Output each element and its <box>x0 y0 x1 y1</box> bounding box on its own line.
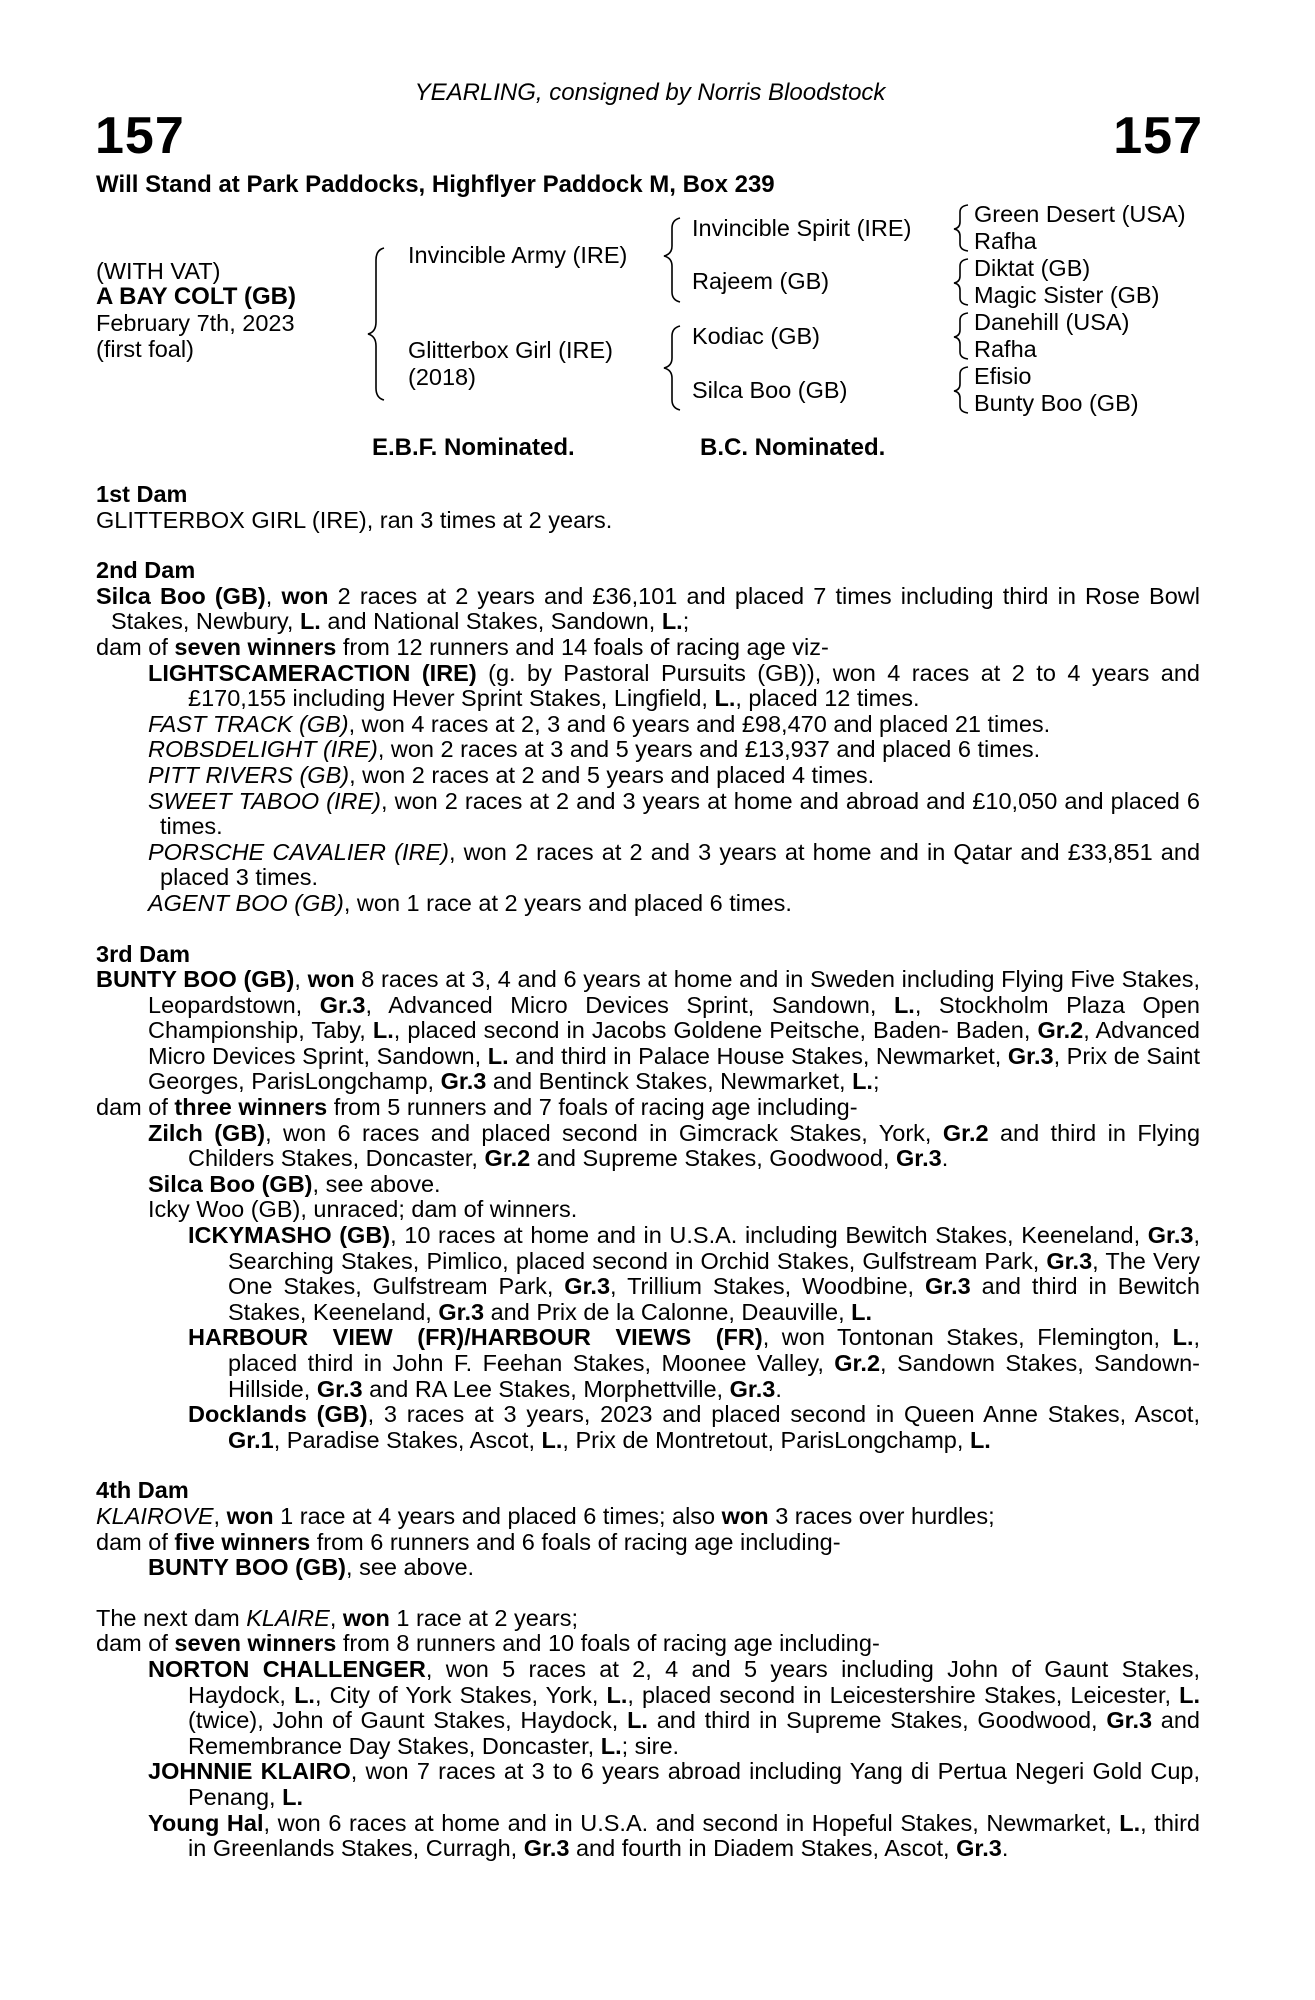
bracket-g3 <box>954 313 968 359</box>
record-text: and RA Lee Stakes, Morphettville, <box>362 1375 730 1402</box>
sire-sire: Invincible Spirit (IRE) <box>692 215 912 241</box>
bracket-sire <box>664 218 680 302</box>
next-dam-record <box>96 1606 1200 1632</box>
first-dam-heading: 1st Dam <box>96 481 188 507</box>
record-text: , won 5 races at 2, 4 and 5 years including John of Gaunt <box>425 1655 1109 1682</box>
record-text: 8 races at 3, 4 and 6 years at home and in Sweden including Flying <box>354 966 1064 993</box>
listed-label: L. <box>969 1426 991 1453</box>
listed-label: L. <box>1172 1324 1194 1351</box>
group-label: Gr.2 <box>484 1145 531 1172</box>
grand-7: Efisio <box>974 363 1032 389</box>
group-label: Gr.3 <box>1007 1042 1054 1069</box>
record-text: , won 2 races at 2 and 3 years at home and in Qatar and <box>449 838 1060 865</box>
third-dam-name: BUNTY BOO (GB) <box>96 966 295 993</box>
record-text: , placed 12 times. <box>735 685 920 712</box>
bracket-g1 <box>954 205 968 251</box>
vat-note: (WITH VAT) <box>96 258 221 284</box>
record-text: , won 1 race at 2 years and placed 6 times. <box>343 889 792 916</box>
foaled-date: February 7th, 2023 <box>96 310 295 336</box>
record-text: and third in Supreme <box>647 1707 882 1734</box>
progeny-name: ICKYMASHO (GB) <box>188 1222 391 1249</box>
record-text: and third in <box>988 1119 1126 1146</box>
progeny-name: HARBOUR VIEW (FR)/HARBOUR VIEWS (FR) <box>188 1324 763 1351</box>
record-text: placed 6 times. <box>160 787 1200 840</box>
won-label: won <box>307 966 355 993</box>
bracket-main <box>368 248 384 400</box>
record-text: , 3 races at 3 years, 2023 and placed second in Queen Anne Stakes, <box>367 1401 1127 1428</box>
record-text: dam of <box>96 1528 175 1555</box>
listed-label: L. <box>606 1681 628 1708</box>
record-text: Stakes, Newmarket, <box>635 1068 853 1095</box>
listed-label: L. <box>893 991 915 1018</box>
listed-label: L. <box>851 1298 873 1325</box>
listed-label: L. <box>852 1068 873 1095</box>
record-text: 1 race at 2 years; <box>389 1604 578 1631</box>
record-text: , placed third in John F. Feehan Stakes, Moonee Valley, <box>228 1324 1201 1376</box>
record-text: , won 2 races at 2 and 3 years at home and abroad and £10,050 and <box>381 787 1104 814</box>
progeny-name: JOHNNIE KLAIRO <box>148 1758 351 1785</box>
grand-8: Bunty Boo (GB) <box>974 390 1139 416</box>
record-text: , won 2 races at 3 and 5 years and £13,937 and placed 6 times. <box>377 736 1041 763</box>
second-dam-produce-summary <box>96 635 1200 661</box>
progeny-entry <box>148 712 1200 738</box>
fourth-dam-produce-summary <box>96 1530 1200 1556</box>
group-label: Gr.3 <box>729 1375 776 1402</box>
listed-label: L. <box>294 1681 315 1708</box>
record-text: , <box>213 1502 227 1529</box>
record-text: Keeneland, <box>1021 1222 1148 1249</box>
record-text: Sandown Stakes, Sandown-Hillside, <box>228 1350 1200 1402</box>
record-text: (twice), John of Gaunt Stakes, Haydock, <box>188 1707 628 1734</box>
group-label: Gr.3 <box>896 1145 942 1172</box>
record-text: and Bentinck <box>486 1068 629 1095</box>
record-text: Flying Childers Stakes, Doncaster, <box>188 1119 1201 1172</box>
progeny-name: PORSCHE CAVALIER (IRE) <box>148 838 449 865</box>
progeny-entry: Icky Woo (GB), unraced; dam of winners. <box>148 1196 578 1223</box>
grand-4: Magic Sister (GB) <box>974 282 1160 308</box>
progeny-entry <box>148 789 1200 840</box>
record-text: , Prix de Montretout, ParisLongchamp, <box>562 1426 970 1453</box>
progeny-entry <box>148 1811 1200 1862</box>
progeny-entry <box>148 840 1200 891</box>
progeny-name: ROBSDELIGHT (IRE) <box>148 736 378 763</box>
group-label: Gr.2 <box>1037 1017 1084 1044</box>
record-text: , won 6 races and placed second in Gimcrack Stakes, York, <box>265 1119 943 1146</box>
record-text: Baden, <box>955 1017 1038 1044</box>
listed-label: L. <box>1119 1809 1141 1836</box>
record-text: , Advanced Micro Devices Sprint, Sandown, <box>365 991 894 1018</box>
listed-label: L. <box>299 608 321 635</box>
next-dam-name: KLAIRE <box>246 1604 330 1631</box>
bracket-g4 <box>954 367 968 413</box>
record-text: , see above. <box>312 1170 441 1197</box>
progeny-name: SWEET TABOO (IRE) <box>148 787 382 814</box>
second-dam-progeny <box>96 661 1200 917</box>
group-label: Gr.3 <box>319 991 366 1018</box>
record-text: , The Very One Stakes, Gulfstream Park, <box>228 1247 1201 1300</box>
stand-location: Will Stand at Park Paddocks, Highflyer Paddock M, Box 239 <box>96 171 775 198</box>
record-text: Stakes, Woodbine, <box>712 1273 926 1300</box>
progeny-name: FAST TRACK (GB) <box>148 710 349 737</box>
winners-count: seven winners <box>174 1630 337 1657</box>
record-text: and third in Palace House <box>508 1042 785 1069</box>
second-dam-record: Silca Boo (GB), won 2 races at 2 years and £36,101 and placed 7 times including third in Rose Bowl Stakes, Newbury, L. and National Stakes, Sandown, L.; <box>96 582 1200 635</box>
winners-count: five winners <box>174 1528 311 1555</box>
record-text: , Paradise Stakes, Ascot, <box>273 1426 542 1453</box>
record-text: , Stockholm <box>914 991 1049 1018</box>
group-label: Gr.3 <box>438 1298 485 1325</box>
progeny-entry <box>148 1121 1200 1172</box>
record-text: Gulfstream Park, <box>862 1247 1047 1274</box>
group-label: Gr.3 <box>1106 1707 1153 1734</box>
listed-label: L. <box>282 1783 303 1810</box>
record-text: , placed second in Jacobs Goldene Peitsche, Baden- <box>393 1017 949 1044</box>
record-text: , won 6 races at home and in U.S.A. and second in Hopeful Stakes, Newmarket, <box>263 1809 1112 1836</box>
record-text: ; <box>682 608 690 635</box>
progeny-name: Silca Boo (GB) <box>148 1170 313 1197</box>
dam-sire: Kodiac (GB) <box>692 323 820 349</box>
group-label: Gr.3 <box>440 1068 487 1095</box>
bracket-dam <box>664 326 680 410</box>
record-text: ; sire. <box>621 1732 680 1759</box>
sire-name: Invincible Army (IRE) <box>408 242 628 268</box>
progeny-name: BUNTY BOO (GB) <box>148 1554 347 1581</box>
record-text: Ascot, <box>1134 1401 1200 1428</box>
progeny-name: Docklands (GB) <box>188 1401 368 1428</box>
third-dam-produce-summary <box>96 1095 1200 1121</box>
record-text: £33,851 and placed 3 times. <box>160 838 1201 891</box>
record-text: Stakes, Goodwood, <box>890 1707 1107 1734</box>
lot-number-right: 157 <box>1113 107 1203 165</box>
icky-woo-progeny <box>148 1223 1200 1453</box>
group-label: Gr.3 <box>1046 1247 1093 1274</box>
second-dam-heading: 2nd Dam <box>96 557 196 584</box>
progeny-entry <box>148 763 1200 789</box>
second-dam-name: Silca Boo (GB) <box>96 582 266 609</box>
progeny-name: NORTON CHALLENGER <box>148 1655 426 1682</box>
progeny-entry <box>148 1172 1200 1198</box>
grand-5: Danehill (USA) <box>974 309 1130 335</box>
record-text: 2 races at 2 years and £36,101 and placed 7 times including third in <box>328 582 1076 609</box>
record-text: , Advanced Micro Devices Sprint, Sandown, <box>148 1017 1201 1069</box>
group-label: Gr.2 <box>834 1350 881 1376</box>
listed-label: L. <box>714 685 736 712</box>
group-label: Gr.1 <box>228 1426 274 1453</box>
listed-label: L. <box>1179 1681 1200 1708</box>
record-text: dam of <box>96 1094 175 1121</box>
record-text: and £170,155 including Hever Sprint Stakes, Lingfield, <box>188 659 1200 712</box>
record-text: Stakes, Leicester, <box>983 1681 1180 1708</box>
third-dam-heading: 3rd Dam <box>96 940 191 967</box>
progeny-entry <box>148 891 1200 917</box>
record-text: Flemington, <box>1037 1324 1173 1351</box>
progeny-entry <box>188 1402 1200 1453</box>
next-dam-produce-summary <box>96 1631 1200 1657</box>
third-dam-record: BUNTY BOO (GB), won 8 races at 3, 4 and 6 years at home and in Sweden including Flying Five Stakes, Leopardstown, Gr.3, Advanced Micro Devices Sprint, Sandown, L., Stockholm Plaza Open Championship, Taby, L., placed second in Jacobs Goldene Peitsche, Baden- Baden, Gr.2, Advanced Micro Devices Sprint, Sandown, L. and third in Palace House Stakes, Newmarket, Gr.3, Prix de Saint Georges, ParisLongchamp, Gr.3 and Bentinck Stakes, Newmarket, L.; <box>96 966 1201 1095</box>
record-text: 1 race at 4 years and placed 6 times; also <box>273 1502 722 1529</box>
grand-3: Diktat (GB) <box>974 255 1091 281</box>
progeny-name: PITT RIVERS (GB) <box>148 761 350 788</box>
group-label: Gr.2 <box>942 1119 989 1146</box>
won-label: won <box>281 582 329 609</box>
grand-6: Rafha <box>974 336 1037 362</box>
record-text: , <box>329 1604 343 1631</box>
listed-label: L. <box>600 1732 622 1759</box>
record-text: and Prix de <box>484 1298 610 1325</box>
listed-label: L. <box>487 1042 509 1069</box>
record-text: Rose Bowl Stakes, Newbury, <box>111 582 1200 635</box>
record-text: from 5 runners and 7 foals of racing age including- <box>327 1094 858 1121</box>
progeny-entry <box>148 1657 1200 1759</box>
record-text: from 6 runners and 6 foals of racing age including- <box>310 1528 841 1555</box>
winners-count: seven winners <box>174 633 337 660</box>
group-label: Gr.3 <box>956 1835 1002 1862</box>
record-text: Gold Cup, Penang, <box>188 1758 1201 1810</box>
progeny-entry <box>188 1325 1200 1402</box>
record-text: dam of <box>96 633 175 660</box>
won-label: won <box>226 1502 274 1529</box>
record-text: , placed second in Leicestershire <box>627 1681 976 1708</box>
dam-name: Glitterbox Girl (IRE) <box>408 337 613 363</box>
record-text: , 10 races at home and in U.S.A. including Bewitch Stakes, <box>390 1222 1014 1249</box>
group-label: Gr.3 <box>564 1273 611 1300</box>
record-text: and Supreme Stakes, Goodwood, <box>530 1145 897 1172</box>
record-text: , <box>880 1350 887 1376</box>
record-text: , won Tontonan Stakes, <box>762 1324 1025 1351</box>
progeny-name: AGENT BOO (GB) <box>148 889 344 916</box>
record-text: . <box>941 1145 949 1172</box>
record-text: , Prix de Saint Georges, ParisLongchamp, <box>148 1042 1200 1095</box>
record-text: (g. by Pastoral Pursuits (GB)), won 4 races at 2 to 4 years <box>476 659 1150 686</box>
fourth-dam-name: KLAIROVE <box>96 1502 214 1529</box>
grand-2: Rafha <box>974 228 1037 254</box>
record-text: from 8 runners and 10 foals of racing age including- <box>336 1630 880 1657</box>
listed-label: L. <box>541 1426 563 1453</box>
record-text: , third in Greenlands Stakes, Curragh, <box>188 1809 1201 1862</box>
record-text: and third in Bewitch Stakes, Keeneland, <box>228 1273 1200 1325</box>
won-label: won <box>721 1502 769 1529</box>
sire-dam: Rajeem (GB) <box>692 268 830 294</box>
record-text: dam of <box>96 1630 175 1657</box>
record-text: , Trillium <box>610 1273 702 1300</box>
record-text: la Calonne, Deauville, <box>616 1298 852 1325</box>
grand-1: Green Desert (USA) <box>974 201 1186 227</box>
ebf-nominated: E.B.F. Nominated. <box>372 434 575 461</box>
listed-label: L. <box>627 1707 648 1734</box>
record-text: , City of York Stakes, York, <box>314 1681 607 1708</box>
winners-count: three winners <box>174 1094 328 1121</box>
record-text: , won 2 races at 2 and 5 years and placed 4 times. <box>349 761 875 788</box>
listed-label: L. <box>372 1017 394 1044</box>
record-text: . <box>1001 1835 1009 1862</box>
group-label: Gr.3 <box>1147 1222 1194 1249</box>
record-text: and fourth in Diadem Stakes, Ascot, <box>569 1835 957 1862</box>
record-text: 3 races over hurdles; <box>768 1502 995 1529</box>
record-text: Stakes, Newmarket, <box>790 1042 1008 1069</box>
record-text: ; <box>872 1068 880 1095</box>
progeny-entry <box>148 1759 1200 1810</box>
record-text: Plaza Open Championship, Taby, <box>148 991 1200 1044</box>
record-text: . <box>775 1375 782 1402</box>
record-text: , won 7 races at 3 to 6 years abroad including Yang di Pertua Negeri <box>350 1758 1085 1785</box>
progeny-entry <box>148 737 1200 763</box>
group-label: Gr.3 <box>523 1835 570 1862</box>
record-text: and Remembrance Day Stakes, Doncaster, <box>188 1707 1200 1759</box>
group-label: Gr.3 <box>316 1375 363 1402</box>
progeny-entry <box>188 1223 1200 1325</box>
bc-nominated: B.C. Nominated. <box>700 434 886 461</box>
fourth-dam-heading: 4th Dam <box>96 1477 189 1504</box>
won-label: won <box>342 1604 390 1631</box>
foal-note: (first foal) <box>96 336 194 362</box>
record-text: Stakes, Haydock, <box>188 1655 1201 1708</box>
page-subtitle: YEARLING, consigned by Norris Bloodstock <box>414 79 886 106</box>
record-text: , Searching Stakes, Pimlico, placed second in Orchid Stakes, <box>228 1222 1201 1274</box>
group-label: Gr.3 <box>925 1273 971 1300</box>
dam-year: (2018) <box>408 364 476 390</box>
record-text: and National Stakes, Sandown, <box>320 608 662 635</box>
record-text: Five Stakes, Leopardstown, <box>148 966 1201 1018</box>
record-text: The next dam <box>96 1604 247 1631</box>
listed-label: L. <box>661 608 683 635</box>
fourth-dam-record <box>96 1504 1200 1530</box>
progeny-name: Young Hal <box>148 1809 264 1836</box>
progeny-name: LIGHTSCAMERACTION (IRE) <box>148 659 477 686</box>
bracket-g2 <box>954 259 968 305</box>
dam-dam: Silca Boo (GB) <box>692 377 848 403</box>
progeny-name: Zilch (GB) <box>148 1119 266 1146</box>
lot-number-left: 157 <box>95 107 185 165</box>
third-dam-progeny <box>96 1121 1200 1454</box>
first-dam-text: GLITTERBOX GIRL (IRE), ran 3 times at 2 years. <box>96 506 613 533</box>
record-text: from 12 runners and 14 foals of racing age viz- <box>336 633 829 660</box>
progeny-entry <box>148 661 1200 712</box>
next-dam-progeny <box>96 1657 1200 1862</box>
record-text: , won 4 races at 2, 3 and 6 years and £98,470 and placed 21 times. <box>348 710 1051 737</box>
horse-name: A BAY COLT (GB) <box>96 283 297 310</box>
progeny-entry <box>96 1555 1200 1581</box>
record-text: , see above. <box>346 1554 475 1581</box>
catalogue-body <box>96 482 1200 1862</box>
